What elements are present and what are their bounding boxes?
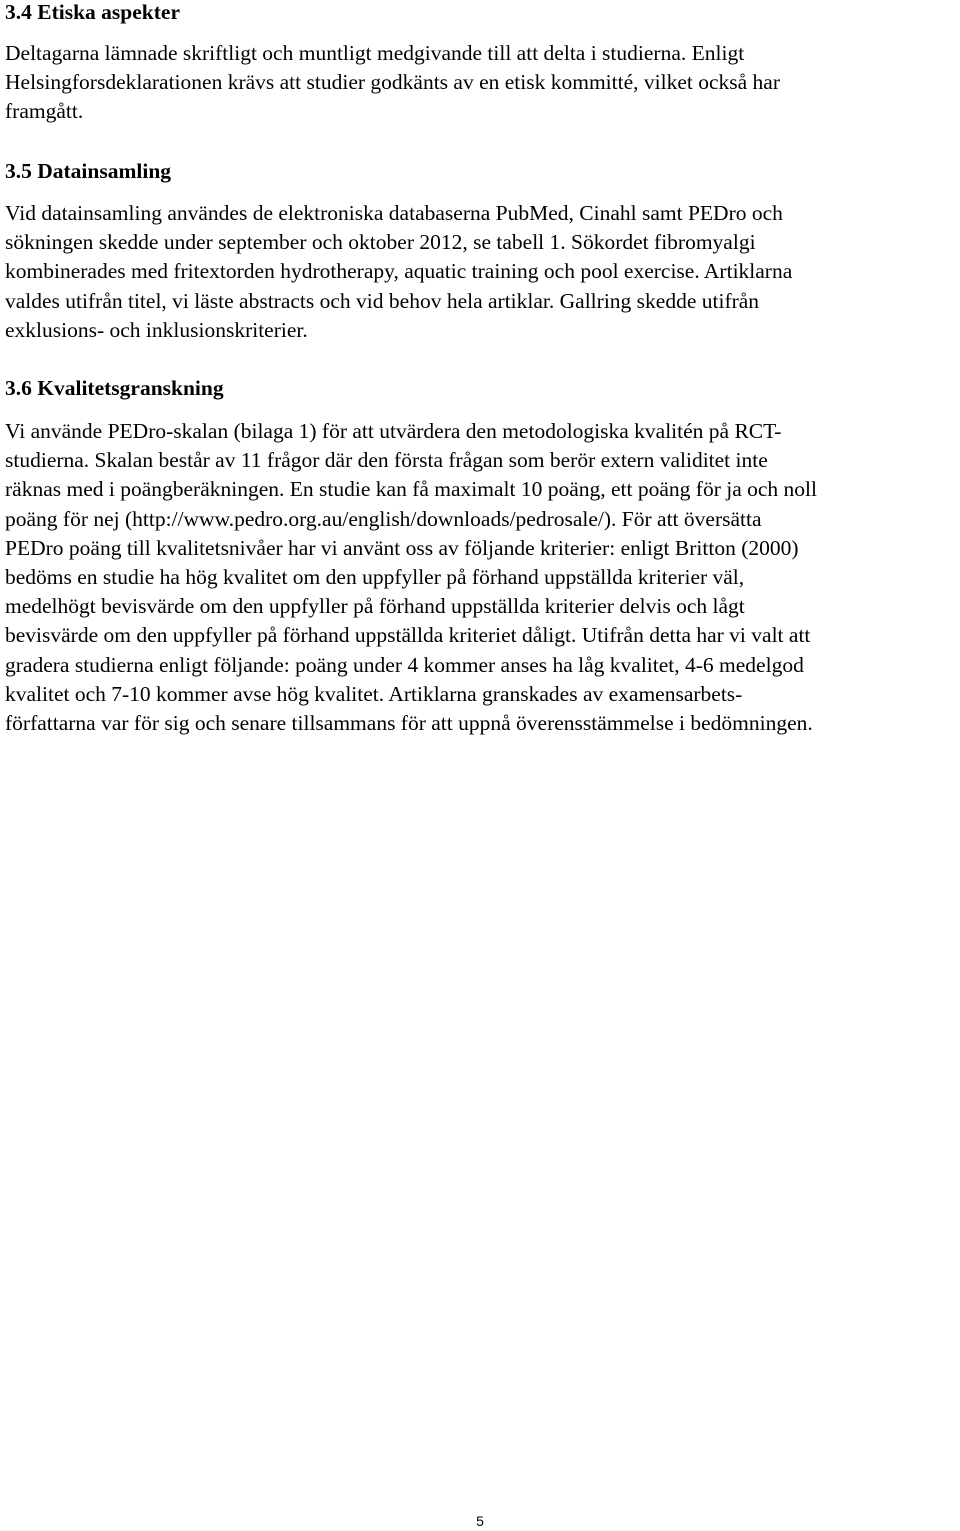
text-line: bedöms en studie ha hög kvalitet om den uppfyller på förhand uppställda kriterier väl, bbox=[5, 565, 745, 590]
text-line: framgått. bbox=[5, 99, 84, 124]
section-heading-etiska-aspekter: 3.4 Etiska aspekter bbox=[5, 0, 180, 24]
page-number: 5 bbox=[476, 1513, 484, 1529]
section-heading-kvalitetsgranskning: 3.6 Kvalitetsgranskning bbox=[5, 376, 224, 400]
text-line: kombinerades med fritextorden hydrotherapy, aquatic training och pool exercise. Artiklarna bbox=[5, 259, 793, 284]
text-line: kvalitet och 7-10 kommer avse hög kvalitet. Artiklarna granskades av examensarbets- bbox=[5, 681, 743, 706]
text-line: Deltagarna lämnade skriftligt och muntligt medgivande till att delta i studierna. Enligt bbox=[5, 41, 745, 65]
text-line: valdes utifrån titel, vi läste abstracts och vid behov hela artiklar. Gallring skedde utifrån bbox=[5, 288, 760, 313]
text-line: bevisvärde om den uppfyller på förhand uppställda kriteriet dåligt. Utifrån detta har vi valt att bbox=[5, 623, 811, 648]
text-line: gradera studierna enligt följande: poäng under 4 kommer anses ha låg kvalitet, 4-6 medelgod bbox=[5, 652, 804, 677]
section-body-etiska-aspekter bbox=[5, 39, 780, 127]
text-line: räknas med i poängberäkningen. En studie kan få maximalt 10 poäng, ett poäng för ja och noll bbox=[5, 477, 817, 502]
text-line: poäng för nej (http://www.pedro.org.au/english/downloads/pedrosale/). För att översätta bbox=[5, 506, 762, 531]
text-line: sökningen skedde under september och oktober 2012, se tabell 1. Sökordet fibromyalgi bbox=[5, 230, 756, 255]
text-line: studierna. Skalan består av 11 frågor där den första frågan som berör extern validitet inte bbox=[5, 448, 768, 473]
text-line: Vi använde PEDro-skalan (bilaga 1) för att utvärdera den metodologiska kvalitén på RCT- bbox=[5, 419, 782, 443]
text-line: Vid datainsamling användes de elektroniska databaserna PubMed, Cinahl samt PEDro och bbox=[5, 201, 783, 225]
section-heading-datainsamling: 3.5 Datainsamling bbox=[5, 159, 172, 183]
text-line: PEDro poäng till kvalitetsnivåer har vi använt oss av följande kriterier: enligt Britton (2000) bbox=[5, 535, 799, 560]
text-line: exklusions- och inklusionskriterier. bbox=[5, 317, 308, 342]
text-line: Helsingforsdeklarationen krävs att studier godkänts av en etisk kommitté, vilket också har bbox=[5, 70, 780, 95]
text-line: författarna var för sig och senare tillsammans för att uppnå överensstämmelse i bedömningen. bbox=[5, 711, 813, 736]
section-body-kvalitetsgranskning bbox=[5, 417, 817, 738]
text-line: medelhögt bevisvärde om den uppfyller på förhand uppställda kriterier delvis och lågt bbox=[5, 594, 745, 619]
section-body-datainsamling bbox=[5, 199, 792, 345]
